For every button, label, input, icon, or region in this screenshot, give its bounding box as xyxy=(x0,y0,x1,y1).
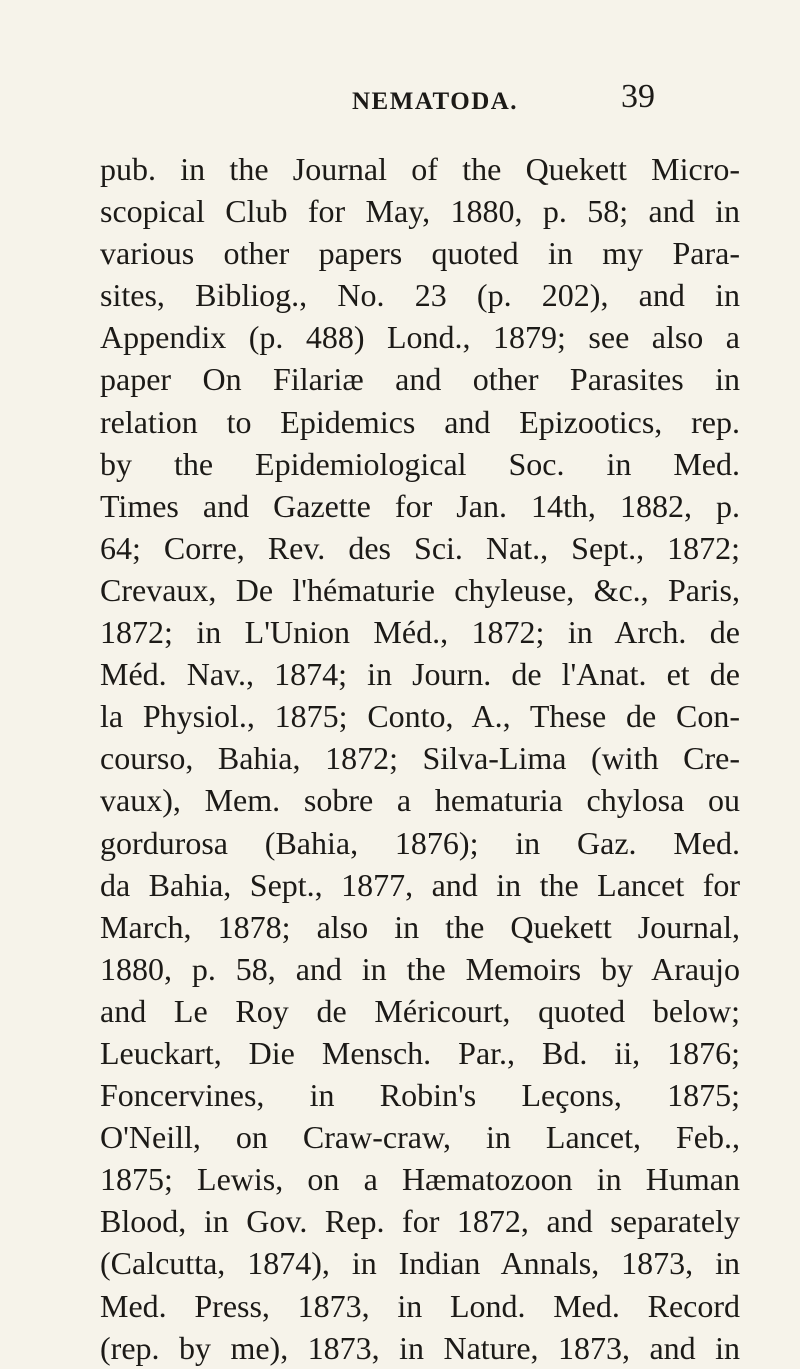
text-line: Appendix (p. 488) Lond., 1879; see also a xyxy=(100,319,740,356)
text-line: (Calcutta, 1874), in Indian Annals, 1873, in xyxy=(100,1245,740,1282)
text-line: Blood, in Gov. Rep. for 1872, and separately xyxy=(100,1203,740,1240)
text-line: vaux), Mem. sobre a hematuria chylosa ou xyxy=(100,782,740,819)
text-line: Méd. Nav., 1874; in Journ. de l'Anat. et de xyxy=(100,656,740,693)
text-line: da Bahia, Sept., 1877, and in the Lancet for xyxy=(100,866,740,903)
text-line: 1880, p. 58, and in the Memoirs by Araujo xyxy=(100,950,740,987)
text-line: paper On Filariæ and other Parasites in xyxy=(100,361,740,398)
text-line: pub. in the Journal of the Quekett Micro- xyxy=(100,151,740,187)
text-line: courso, Bahia, 1872; Silva-Lima (with Cre- xyxy=(100,740,740,777)
running-head xyxy=(0,78,800,118)
text-line: Times and Gazette for Jan. 14th, 1882, p. xyxy=(100,487,740,524)
text-line: 1875; Lewis, on a Hæmatozoon in Human xyxy=(100,1161,740,1198)
text-line: Med. Press, 1873, in Lond. Med. Record xyxy=(100,1287,740,1324)
text-line: la Physiol., 1875; Conto, A., These de Con- xyxy=(100,698,740,735)
text-line: O'Neill, on Craw-craw, in Lancet, Feb., xyxy=(100,1119,740,1156)
text-line: 1872; in L'Union Méd., 1872; in Arch. de xyxy=(100,614,740,651)
text-line: various other papers quoted in my Para- xyxy=(100,235,740,272)
page-number: 39 xyxy=(621,78,655,115)
text-line: relation to Epidemics and Epizootics, rep. xyxy=(100,403,740,440)
text-line: Foncervines, in Robin's Leçons, 1875; xyxy=(100,1077,740,1114)
text-line: gordurosa (Bahia, 1876); in Gaz. Med. xyxy=(100,824,740,861)
text-line: 64; Corre, Rev. des Sci. Nat., Sept., 1872; xyxy=(100,529,740,566)
text-line: March, 1878; also in the Quekett Journal, xyxy=(100,908,740,945)
text-line: (rep. by me), 1873, in Nature, 1873, and in xyxy=(100,1329,740,1366)
text-line: and Le Roy de Méricourt, quoted below; xyxy=(100,992,740,1029)
text-line: sites, Bibliog., No. 23 (p. 202), and in xyxy=(100,277,740,314)
text-line: Crevaux, De l'hématurie chyleuse, &c., Paris, xyxy=(100,571,740,608)
body-text xyxy=(100,148,740,1369)
running-title: NEMATODA. xyxy=(352,88,519,115)
text-line: Leuckart, Die Mensch. Par., Bd. ii, 1876; xyxy=(100,1034,740,1071)
text-line: by the Epidemiological Soc. in Med. xyxy=(100,445,740,482)
text-line: scopical Club for May, 1880, p. 58; and in xyxy=(100,193,740,230)
